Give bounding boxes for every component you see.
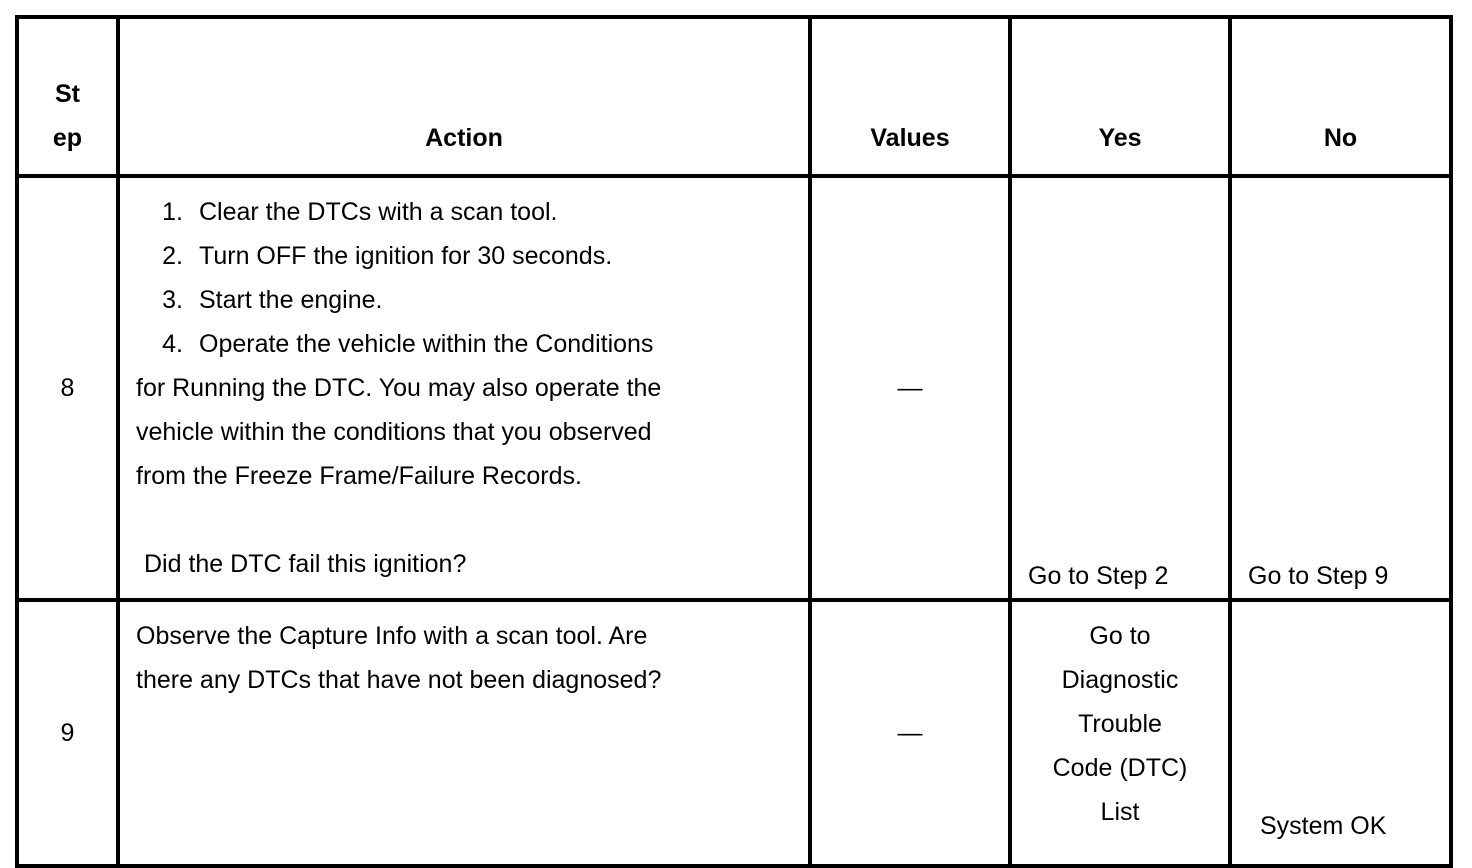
action-continuation-line: vehicle within the conditions that you observed (136, 418, 652, 446)
action-item-text: Start the engine. (199, 286, 383, 314)
action-continuation-line: from the Freeze Frame/Failure Records. (136, 462, 582, 490)
no-cell (1230, 600, 1451, 866)
header-row (17, 17, 1451, 176)
values-cell (810, 600, 1010, 866)
action-item-number: 2. (162, 242, 183, 270)
action-question: Did the DTC fail this ignition? (144, 550, 467, 578)
action-item-number: 3. (162, 286, 183, 314)
table-row-step-8 (17, 176, 1451, 600)
header-yes: Yes (1010, 17, 1230, 176)
action-item-text: Clear the DTCs with a scan tool. (199, 198, 558, 226)
action-item-number: 4. (162, 330, 183, 358)
yes-link[interactable]: Go to Step 2 (1028, 562, 1169, 590)
yes-line: Diagnostic (1061, 666, 1179, 694)
action-cell (118, 600, 810, 866)
values-dash: — (897, 719, 923, 747)
action-continuation-line: for Running the DTC. You may also operate the (136, 374, 662, 402)
header-step (17, 17, 118, 176)
action-list-item (136, 234, 798, 278)
yes-cell (1010, 176, 1230, 600)
header-values: Values (810, 17, 1010, 176)
header-action: Action (118, 17, 810, 176)
yes-line: List (1100, 798, 1140, 826)
values-dash: — (897, 374, 923, 402)
header-no: No (1230, 17, 1451, 176)
yes-line: Code (DTC) (1052, 754, 1188, 782)
yes-line: Trouble (1078, 710, 1162, 738)
step-number: 8 (17, 176, 118, 600)
yes-cell (1010, 600, 1230, 866)
yes-link[interactable] (1012, 614, 1228, 834)
action-line: there any DTCs that have not been diagnosed? (136, 666, 662, 694)
no-cell (1230, 176, 1451, 600)
table-row-step-9 (17, 600, 1451, 866)
action-cell (118, 176, 810, 600)
action-list-item (136, 190, 798, 234)
action-item-text: Operate the vehicle within the Conditions (199, 330, 654, 358)
action-line: Observe the Capture Info with a scan tool. Are (136, 622, 648, 650)
action-list-item (136, 278, 798, 322)
header-step-line-2: ep (52, 124, 83, 152)
header-step-line-1: St (55, 80, 80, 108)
no-link[interactable]: Go to Step 9 (1248, 562, 1389, 590)
no-text: System OK (1260, 812, 1387, 840)
yes-line: Go to (1089, 622, 1151, 650)
values-cell (810, 176, 1010, 600)
action-item-number: 1. (162, 198, 183, 226)
diagnostic-table (15, 15, 1453, 868)
action-list-item (136, 322, 798, 366)
step-number: 9 (17, 600, 118, 866)
action-item-text: Turn OFF the ignition for 30 seconds. (199, 242, 613, 270)
diagnostic-table-frame (15, 15, 1449, 848)
